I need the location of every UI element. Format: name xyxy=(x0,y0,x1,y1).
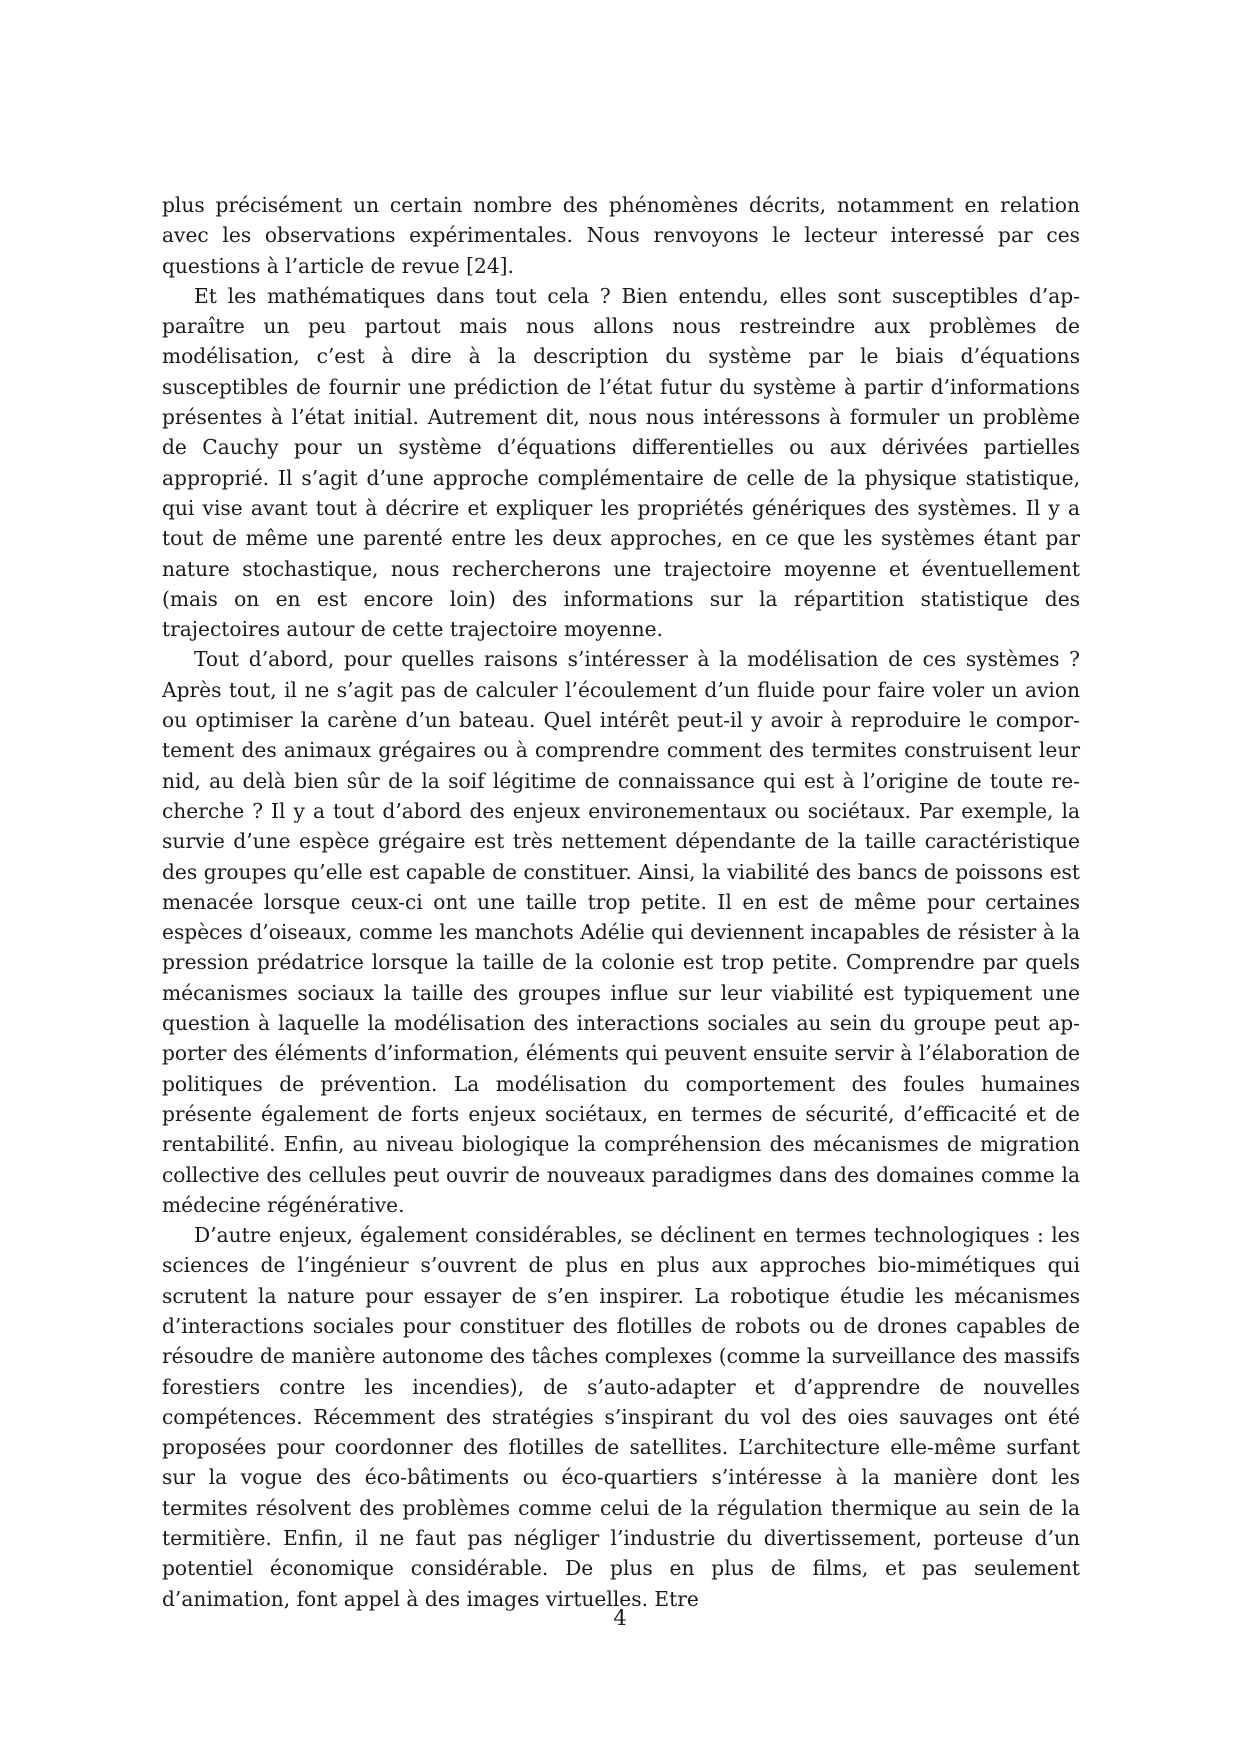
paragraph-mathematics: Et les mathématiques dans tout cela ? Bien entendu, elles sont susceptibles d’apparaître un peu partout mais nous allons nous restreindre aux problèmes de modélisation, c’est à dire à la description du système par le biais d’équations susceptibles de fournir une prédiction de l’état futur du système à partir d’informations présentes à l’état initial. Autrement dit, nous nous intéressons à formuler un problème de Cauchy pour un système d’équations differentielles ou aux dérivées partielles approprié. Il s’agit d’une approche complémentaire de celle de la physique statistique, qui vise avant tout à décrire et expliquer les propriétés génériques des systèmes. Il y a tout de même une parenté entre les deux approches, en ce que les systèmes étant par nature stochastique, nous rechercherons une trajectoire moyenne et éventuellement (mais on en est encore loin) des informations sur la répartition statistique des trajectoires autour de cette trajectoire moyenne. xyxy=(162,283,1080,642)
body-text xyxy=(162,190,1080,1614)
page-number: 4 xyxy=(613,1606,627,1630)
paragraph-continuation: plus précisément un certain nombre des phénomènes décrits, notamment en relation avec les observations expérimentales. Nous renvoyons le lecteur interessé par ces questions à l’article de revue [24]. xyxy=(162,193,1080,278)
paragraph-technology: D’autre enjeux, également considérables, se déclinent en termes technologiques : les sciences de l’ingénieur s’ouvrent de plus en plus aux approches bio-mimétiques qui scrutent la nature pour essayer de s’en inspirer. La robotique étudie les mécanismes d’interactions sociales pour constituer des flotilles de robots ou de drones capables de résoudre de manière autonome des tâches complexes (comme la surveillance des massifs forestiers contre les incendies), de s’auto-adapter et d’apprendre de nouvelles compétences. Récemment des stratégies s’inspirant du vol des oies sauvages ont été proposées pour coordonner des flotilles de satellites. L’architecture elle-même surfant sur la vogue des éco-bâtiments ou éco-quartiers s’intéresse à la manière dont les termites résolvent des problèmes comme celui de la régulation thermique au sein de la termitière. Enfin, il ne faut pas négliger l’industrie du divertissement, porteuse d’un potentiel économique considérable. De plus en plus de films, et pas seulement d’animation, font appel à des images virtuelles. Etre xyxy=(162,1223,1080,1611)
paragraph-motivations: Tout d’abord, pour quelles raisons s’intéresser à la modélisation de ces systèmes ? Après tout, il ne s’agit pas de calculer l’écoulement d’un fluide pour faire voler un avion ou optimiser la carène d’un bateau. Quel intérêt peut-il y avoir à reproduire le comportement des animaux grégaires ou à comprendre comment des termites construisent leur nid, au delà bien sûr de la soif légitime de connaissance qui est à l’origine de toute recherche ? Il y a tout d’abord des enjeux environementaux ou sociétaux. Par exemple, la survie d’une espèce grégaire est très nettement dépendante de la taille caractéristique des groupes qu’elle est capable de constituer. Ainsi, la viabilité des bancs de poissons est menacée lorsque ceux-ci ont une taille trop petite. Il en est de même pour certaines espèces d’oiseaux, comme les manchots Adélie qui deviennent incapables de résister à la pression prédatrice lorsque la taille de la colonie est trop petite. Comprendre par quels mécanismes sociaux la taille des groupes influe sur leur viabilité est typiquement une question à laquelle la modélisation des interactions sociales au sein du groupe peut apporter des éléments d’information, éléments qui peuvent ensuite servir à l’élaboration de politiques de prévention. La modélisation du comportement des foules humaines présente également de forts enjeux sociétaux, en termes de sécurité, d’efficacité et de rentabilité. Enfin, au niveau biologique la compréhension des mécanismes de migration collective des cellules peut ouvrir de nouveaux paradigmes dans des domaines comme la médecine régénérative. xyxy=(162,647,1080,1217)
